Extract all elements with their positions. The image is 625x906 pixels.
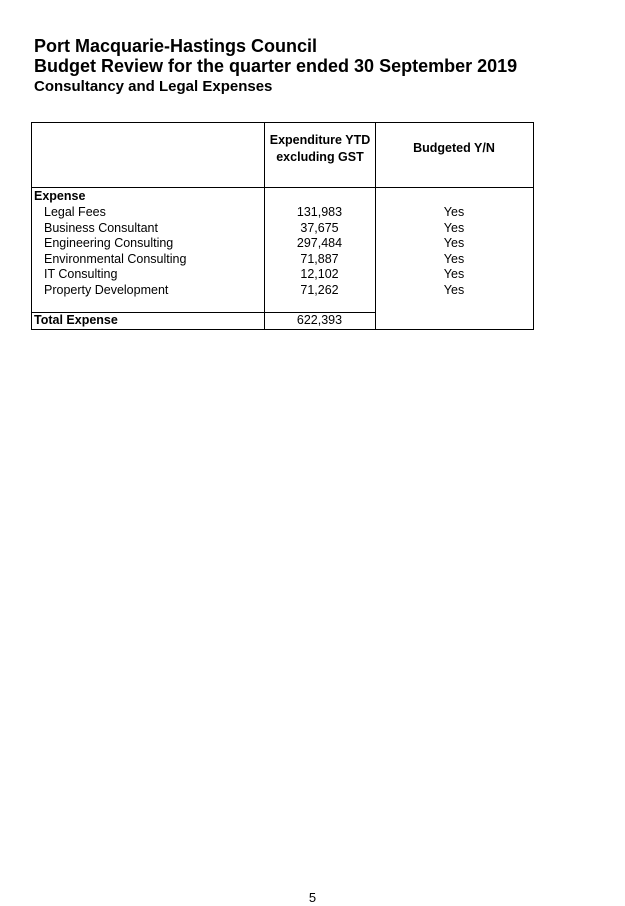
section-label-expense: Expense — [34, 189, 86, 203]
row-name: Property Development — [44, 282, 169, 297]
row-budgeted: Yes — [443, 220, 465, 235]
column-header-expenditure-line1: Expenditure YTD — [269, 133, 371, 147]
row-budgeted: Yes — [443, 236, 465, 250]
table-row — [31, 236, 534, 252]
row-name: IT Consulting — [44, 267, 118, 281]
row-amount: 71,887 — [300, 251, 339, 266]
table-row — [31, 221, 534, 237]
row-name: Environmental Consulting — [44, 251, 187, 266]
expense-table — [31, 122, 534, 330]
review-title: Budget Review for the quarter ended 30 September 2019 — [34, 56, 518, 76]
page-number: 5 — [308, 890, 317, 905]
row-name: Engineering Consulting — [44, 236, 174, 250]
row-name: Legal Fees — [44, 205, 106, 219]
council-title: Port Macquarie-Hastings Council — [34, 36, 318, 56]
total-label: Total Expense — [34, 313, 118, 327]
row-budgeted: Yes — [443, 267, 465, 281]
total-amount: 622,393 — [296, 313, 343, 327]
document-header — [34, 36, 517, 96]
row-amount: 131,983 — [296, 205, 343, 219]
row-budgeted: Yes — [443, 205, 465, 219]
section-subtitle: Consultancy and Legal Expenses — [34, 78, 273, 95]
row-amount: 37,675 — [300, 220, 339, 235]
table-row — [31, 252, 534, 268]
row-amount: 71,262 — [300, 282, 339, 297]
total-row — [31, 313, 534, 328]
table-row — [31, 205, 534, 221]
row-amount: 297,484 — [296, 236, 343, 250]
table-row — [31, 283, 534, 299]
column-header-budgeted: Budgeted Y/N — [413, 141, 495, 155]
row-budgeted: Yes — [443, 282, 465, 297]
row-amount: 12,102 — [300, 267, 339, 281]
table-row — [31, 267, 534, 283]
column-header-expenditure-line2: excluding GST — [276, 150, 364, 164]
column-header-expenditure — [265, 132, 375, 166]
row-budgeted: Yes — [443, 251, 465, 266]
row-name: Business Consultant — [44, 220, 158, 235]
header-divider — [31, 187, 534, 188]
